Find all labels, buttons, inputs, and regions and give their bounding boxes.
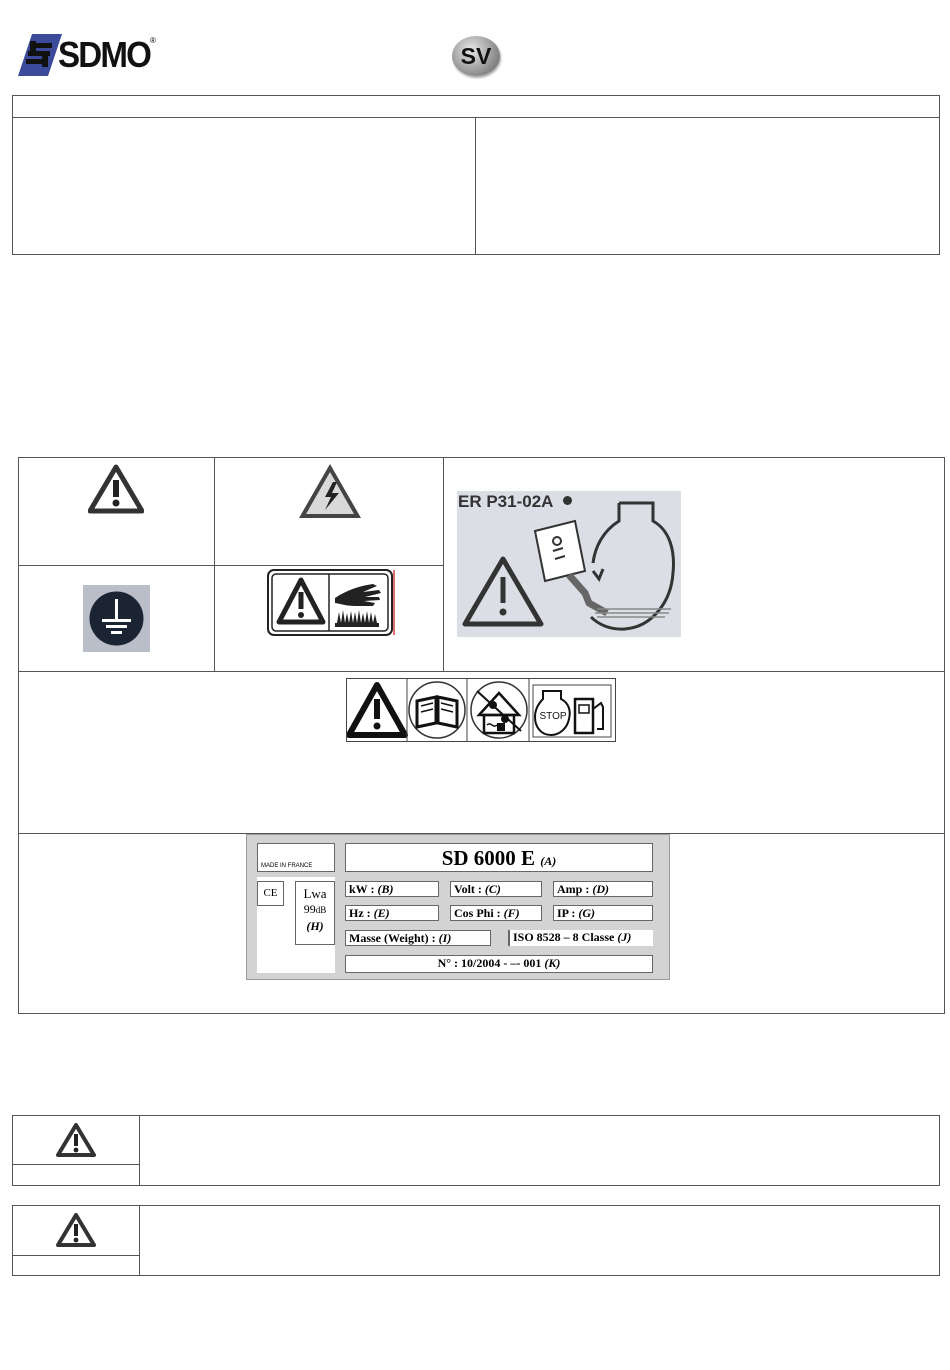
notice-box-2: [12, 1205, 940, 1276]
notice-box-1-icon-divider: [12, 1164, 139, 1165]
notice-box-1: [12, 1115, 940, 1186]
nameplate-lwa-label: Lwa: [303, 886, 327, 901]
language-badge-text: SV: [460, 43, 492, 69]
pictogram-table-col1: [214, 457, 215, 671]
manual-book-icon: [409, 682, 465, 738]
nameplate-hz: Hz : (E): [345, 905, 439, 921]
nameplate-lwa-unit: dB: [315, 905, 327, 915]
high-voltage-icon: [297, 462, 363, 520]
nameplate-model-ref: (A): [540, 854, 557, 868]
language-badge: [452, 36, 500, 76]
nameplate-made-in: MADE IN FRANCE: [257, 843, 335, 872]
nameplate-lwa: [295, 881, 335, 945]
oil-label-code: ER P31-02A: [458, 492, 554, 511]
nameplate-ce: CE: [257, 881, 284, 906]
pictogram-table-col2: [443, 457, 444, 671]
nameplate-lwa-ref: (H): [306, 919, 324, 933]
stop-refuel-icon: [533, 685, 611, 737]
nameplate-serial: N° : 10/2004 - –- 001 (K): [345, 955, 653, 973]
pictogram-table-row2: [18, 671, 945, 672]
nameplate-model: SD 6000 E: [441, 846, 536, 870]
nameplate-volt: Volt : (C): [450, 881, 542, 897]
notice-box-1-divider: [139, 1115, 140, 1186]
safety-strip-graphics: [347, 679, 615, 741]
nameplate-kw: kW : (B): [345, 881, 439, 897]
top-table: [12, 95, 940, 255]
notice-box-2-divider: [139, 1205, 140, 1276]
nameplate-amp: Amp : (D): [553, 881, 653, 897]
logo-registered: ®: [150, 36, 156, 45]
nameplate-cosphi: Cos Phi : (F): [450, 905, 542, 921]
notice-box-2-icon-divider: [12, 1255, 139, 1256]
warning-triangle-icon: [88, 464, 144, 514]
top-table-divider: [12, 117, 940, 118]
nameplate-model-box: [345, 843, 653, 872]
logo-text: SDMO: [58, 34, 150, 75]
hand-burn-icon: [267, 568, 395, 638]
warning-triangle-icon: [349, 685, 405, 735]
safety-strip: [346, 678, 616, 742]
ground-symbol-icon: [83, 585, 150, 652]
sdmo-logo-mark-icon: [18, 32, 62, 78]
nameplate-mass: Masse (Weight) : (I): [345, 930, 491, 946]
nameplate-ip: IP : (G): [553, 905, 653, 921]
top-table-column-divider: [475, 117, 476, 255]
oil-level-label: [457, 491, 681, 637]
stop-text: STOP: [539, 711, 567, 722]
warning-triangle-icon: [56, 1122, 96, 1158]
warning-triangle-icon: [56, 1212, 96, 1248]
sdmo-logo: [18, 32, 158, 78]
generator-nameplate: [246, 834, 670, 980]
oil-level-check-icon: [457, 491, 681, 637]
nameplate-lwa-value: 99: [303, 902, 316, 916]
nameplate-iso: ISO 8528 – 8 Classe (J): [508, 930, 653, 946]
pictogram-table-row1: [18, 565, 443, 566]
exhaust-fumes-icon: [471, 682, 527, 738]
